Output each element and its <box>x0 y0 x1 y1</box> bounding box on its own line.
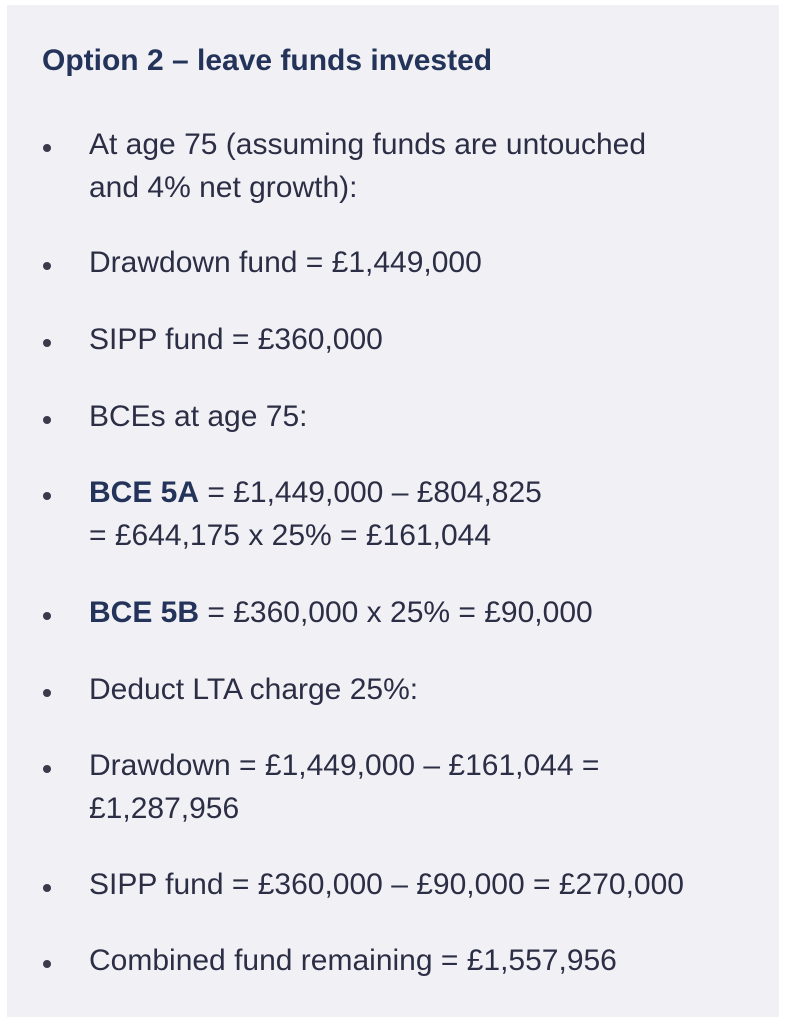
bullet-icon <box>43 689 51 697</box>
item-line: Combined fund remaining = £1,557,956 <box>89 944 617 977</box>
item-text <box>89 241 769 284</box>
item-text <box>89 395 769 438</box>
bullet-icon <box>43 884 51 892</box>
item-line: = £360,000 x 25% = £90,000 <box>199 596 593 629</box>
item-text <box>89 591 769 634</box>
bold-term: BCE 5A <box>89 476 200 509</box>
item-line: At age 75 (assuming funds are untouched <box>89 128 647 161</box>
bullet-icon <box>43 144 51 152</box>
bullet-icon <box>43 339 51 347</box>
item-text <box>89 471 769 557</box>
item-line: = £1,449,000 – £804,825 <box>199 476 542 509</box>
content-panel <box>7 5 779 1017</box>
item-text <box>89 744 769 830</box>
item-line: SIPP fund = £360,000 – £90,000 = £270,000 <box>89 868 684 901</box>
item-line: Deduct LTA charge 25%: <box>89 673 419 706</box>
item-line: Drawdown fund = £1,449,000 <box>89 246 482 279</box>
item-line: = £644,175 x 25% = £161,044 <box>89 519 492 552</box>
item-line: Drawdown = £1,449,000 – £161,044 = <box>89 749 600 782</box>
bullet-icon <box>43 416 51 424</box>
item-text <box>89 318 769 361</box>
item-line: £1,287,956 <box>89 792 240 825</box>
item-line: SIPP fund = £360,000 <box>89 323 383 356</box>
item-line: and 4% net growth): <box>89 171 358 204</box>
item-line: BCEs at age 75: <box>89 400 308 433</box>
bullet-icon <box>43 765 51 773</box>
bullet-icon <box>43 262 51 270</box>
item-text <box>89 668 769 711</box>
bullet-icon <box>43 492 51 500</box>
section-title: Option 2 – leave funds invested <box>42 44 493 77</box>
bullet-icon <box>43 612 51 620</box>
bold-term: BCE 5B <box>89 596 200 629</box>
item-text <box>89 863 769 906</box>
item-text <box>89 123 769 209</box>
bullet-icon <box>43 960 51 968</box>
item-text <box>89 939 769 982</box>
